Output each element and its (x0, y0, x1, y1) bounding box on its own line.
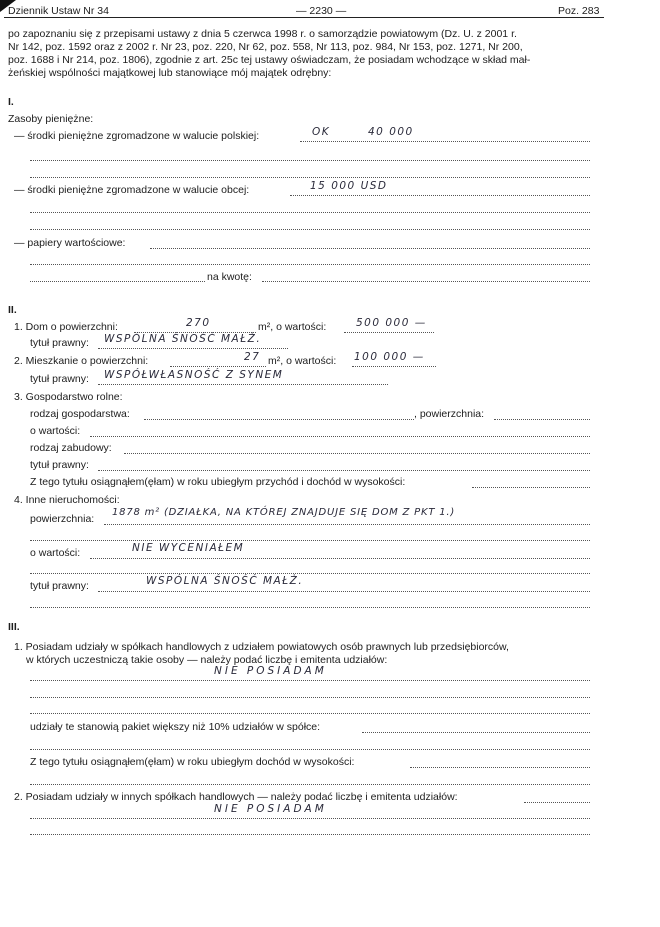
farm-value-field (90, 436, 590, 437)
other-property-label: 4. Inne nieruchomości: (14, 494, 120, 506)
house-value-label: m², o wartości: (258, 321, 327, 333)
fx-cash-label: — środki pieniężne zgromadzone w walucie obcej: (14, 184, 250, 196)
house-title-handwriting: WSPÓLNA ŚNOŚĆ MAŁŻ. (104, 333, 262, 345)
pln-cash-handwriting-prefix: OK (312, 126, 331, 138)
other-title-field (98, 591, 590, 592)
securities-field (150, 248, 590, 249)
intro-line-3: poz. 1688 i Nr 214, poz. 1806), zgodnie z art. 25c tej ustawy oświadczam, że posiadam wchodzące w skład mał- (8, 54, 531, 66)
flat-area-handwriting: 27 (244, 351, 261, 363)
fx-cash-line-2 (30, 212, 590, 213)
shares-2-handwriting: NIE POSIADAM (214, 803, 327, 815)
farm-income-label: Z tego tytułu osiągnąłem(ęłam) w roku ubiegłym przychód i dochód w wysokości: (30, 476, 406, 488)
pln-cash-handwriting-amount: 40 000 (368, 126, 414, 138)
shares-pack-label: udziały te stanowią pakiet większy niż 10% udziałów w spółce: (30, 721, 321, 733)
flat-title-handwriting: WSPÓŁWŁASNOŚĆ Z SYNEM (104, 369, 284, 381)
farm-title-label: tytuł prawny: (30, 459, 89, 471)
section-2-number: II. (8, 304, 17, 316)
shares-1-text-a: 1. Posiadam udziały w spółkach handlowych z udziałem powiatowych osób prawnych lub przedsiębiorców, (14, 641, 509, 653)
pln-cash-label: — środki pieniężne zgromadzone w walucie polskiej: (14, 130, 260, 142)
other-value-line-2 (30, 573, 590, 574)
page-number: — 2230 — (296, 5, 347, 17)
other-title-label: tytuł prawny: (30, 580, 89, 592)
house-value-handwriting: 500 000 — (356, 317, 427, 329)
flat-label: 2. Mieszkanie o powierzchni: (14, 355, 149, 367)
other-value-label: o wartości: (30, 547, 81, 559)
shares-1-line-3 (30, 713, 590, 714)
shares-1-handwriting: NIE POSIADAM (214, 665, 327, 677)
shares-income-line-2 (30, 784, 590, 785)
house-area-handwriting: 270 (186, 317, 211, 329)
other-value-field (90, 558, 590, 559)
shares-pack-line-2 (30, 749, 590, 750)
header-rule (4, 17, 604, 18)
farm-type-label: rodzaj gospodarstwa: (30, 408, 130, 420)
position-number: Poz. 283 (558, 5, 600, 17)
journal-name: Dziennik Ustaw Nr 34 (8, 5, 109, 17)
flat-value-label: m², o wartości: (268, 355, 337, 367)
farm-income-field (472, 487, 590, 488)
shares-pack-field (362, 732, 590, 733)
amount-label: na kwotę: (207, 271, 252, 283)
flat-title-label: tytuł prawny: (30, 373, 89, 385)
farm-value-label: o wartości: (30, 425, 81, 437)
building-type-label: rodzaj zabudowy: (30, 442, 112, 454)
intro-line-4: żeńskiej wspólności majątkowej lub stanowiące mój majątek odrębny: (8, 67, 332, 79)
house-value-field (344, 332, 434, 333)
pln-cash-line-2 (30, 160, 590, 161)
fx-cash-line-3 (30, 229, 590, 230)
shares-2-line-2 (30, 818, 590, 819)
farm-label: 3. Gospodarstwo rolne: (14, 391, 123, 403)
pln-cash-field (300, 141, 590, 142)
farm-area-label: , powierzchnia: (414, 408, 485, 420)
other-title-handwriting: WSPÓLNA ŚNOŚĆ MAŁŻ. (146, 575, 304, 587)
amount-field (262, 281, 590, 282)
flat-value-field (352, 366, 436, 367)
other-area-handwriting: 1878 m² (DZIAŁKA, NA KTÓREJ ZNAJDUJE SIĘ DOM Z PKT 1.) (112, 507, 456, 518)
shares-2-line-3 (30, 834, 590, 835)
building-type-field (124, 453, 590, 454)
farm-area-field (494, 419, 590, 420)
shares-1-text-b: w których uczestniczą takie osoby — należy podać liczbę i emitenta udziałów: (26, 654, 388, 666)
other-title-line-2 (30, 607, 590, 608)
flat-value-handwriting: 100 000 — (354, 351, 425, 363)
farm-title-field (98, 470, 590, 471)
farm-type-field (144, 419, 414, 420)
section-1-number: I. (8, 96, 14, 108)
cash-heading: Zasoby pieniężne: (8, 113, 94, 125)
flat-title-field (98, 384, 388, 385)
other-value-handwriting: NIE WYCENIAŁEM (132, 542, 245, 554)
other-area-field (104, 524, 590, 525)
other-area-line-2 (30, 540, 590, 541)
securities-line-2 (30, 264, 590, 265)
intro-line-2: Nr 142, poz. 1592 oraz z 2002 r. Nr 23, poz. 220, Nr 62, poz. 558, Nr 113, poz. 984, Nr 153, poz. 1271, Nr 200, (8, 41, 523, 53)
shares-2-field (524, 802, 590, 803)
securities-label: — papiery wartościowe: (14, 237, 126, 249)
amount-lead-dots (30, 281, 205, 282)
shares-income-field (410, 767, 590, 768)
fx-cash-handwriting: 15 000 USD (310, 180, 388, 192)
shares-income-label: Z tego tytułu osiągnąłem(ęłam) w roku ubiegłym dochód w wysokości: (30, 756, 355, 768)
intro-line-1: po zapoznaniu się z przepisami ustawy z dnia 5 czerwca 1998 r. o samorządzie powiatowym (Dz. U. z 2001 r. (8, 28, 517, 40)
house-title-label: tytuł prawny: (30, 337, 89, 349)
shares-2-text: 2. Posiadam udziały w innych spółkach handlowych — należy podać liczbę i emitenta udziałów: (14, 791, 458, 803)
house-label: 1. Dom o powierzchni: (14, 321, 118, 333)
other-area-label: powierzchnia: (30, 513, 95, 525)
fx-cash-field (290, 195, 590, 196)
section-3-number: III. (8, 621, 20, 633)
shares-1-line-2 (30, 697, 590, 698)
shares-1-field (30, 680, 590, 681)
